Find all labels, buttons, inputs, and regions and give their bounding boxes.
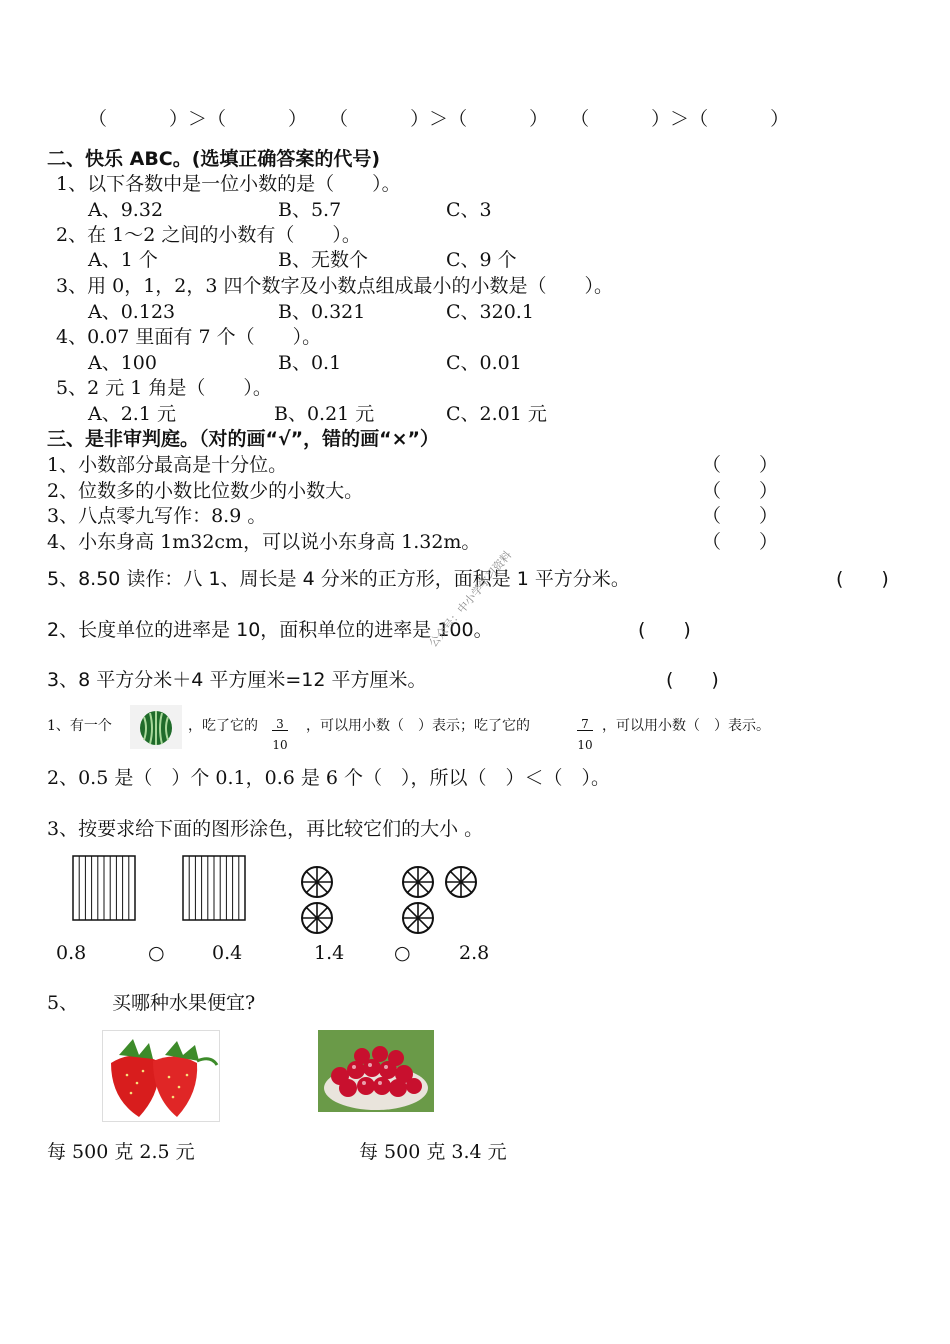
s3-item-2-paren: （ ）: [702, 480, 779, 502]
s2-question-2: 2、在 1～2 之间的小数有（ ）。: [56, 224, 361, 246]
s2-question-4: 4、0.07 里面有 7 个（ ）。: [56, 326, 322, 348]
fill-q5-text: 买哪种水果便宜?: [112, 992, 256, 1014]
compare-value-3: 1.4: [314, 942, 345, 964]
compare-circle-1: ○: [148, 942, 165, 964]
fill-q1-part-d: ，可以用小数（ ）表示。: [602, 718, 770, 734]
compare-value-1: 0.8: [56, 942, 87, 964]
s2-q3-option-b: B、0.321: [278, 301, 366, 323]
s3-item-4-paren: （ ）: [702, 531, 779, 553]
wheel-icon: [300, 901, 334, 935]
watermark: 公众号：中小学学习资料: [426, 548, 515, 650]
s2-q4-option-b: B、0.1: [278, 352, 342, 374]
fill-q3: 3、按要求给下面的图形涂色，再比较它们的大小 。: [47, 818, 484, 840]
fraction-3-10: $\frac{3}{10}$: [272, 717, 288, 752]
cherry-image: [318, 1030, 434, 1112]
s3-item-2: 2、位数多的小数比位数少的小数大。: [47, 480, 364, 502]
compare-circle-2: ○: [394, 942, 411, 964]
s2-q3-option-c: C、320.1: [446, 301, 534, 323]
section3-title: 三、是非审判庭。（对的画“√”，错的画“×”）: [47, 428, 440, 450]
section2-title: 二、快乐 ABC。(选填正确答案的代号): [47, 148, 381, 170]
s2-question-5: 5、2 元 1 角是（ ）。: [56, 377, 272, 399]
s3-item-1-paren: （ ）: [702, 454, 779, 476]
compare-value-2: 0.4: [212, 942, 243, 964]
wheel-icon: [444, 865, 478, 899]
compare-value-4: 2.8: [459, 942, 490, 964]
s3-extra-3: 3、8 平方分米＋4 平方厘米=12 平方厘米。: [47, 669, 427, 691]
s2-question-3: 3、用 0，1，2，3 四个数字及小数点组成最小的小数是（ ）。: [56, 275, 614, 297]
s2-q1-option-c: C、3: [446, 199, 492, 221]
s3-extra-2-paren: ( ): [638, 619, 691, 641]
fill-q1-part-c: ，可以用小数（ ）表示；吃了它的: [306, 718, 530, 734]
s2-q1-option-b: B、5.7: [278, 199, 342, 221]
fill-q5-number: 5、: [47, 992, 79, 1014]
s2-q4-option-a: A、100: [88, 352, 157, 374]
s2-q2-option-a: A、1 个: [88, 249, 158, 271]
s3-item-1: 1、小数部分最高是十分位。: [47, 454, 288, 476]
wheel-icon: [300, 865, 334, 899]
price-strawberry: 每 500 克 2.5 元: [47, 1141, 195, 1163]
s3-item-4: 4、小东身高 1m32cm，可以说小东身高 1.32m。: [47, 531, 481, 553]
s2-q5-option-a: A、2.1 元: [88, 403, 176, 425]
s3-item-3: 3、八点零九写作：8.9 。: [47, 505, 267, 527]
watermelon-image: [130, 705, 182, 749]
s2-q2-option-c: C、9 个: [446, 249, 517, 271]
s2-q5-option-b: B、0.21 元: [274, 403, 375, 425]
s2-q1-option-a: A、9.32: [88, 199, 164, 221]
s3-item-3-paren: （ ）: [702, 505, 779, 527]
fill-q1-part-b: ，吃了它的: [188, 718, 258, 734]
top-compare-line: （ ）＞（ ） （ ）＞（ ） （ ）＞（ ）: [88, 108, 790, 130]
fill-q2: 2、0.5 是（ ）个 0.1，0.6 是 6 个（ ），所以（ ）＜（ ）。: [47, 767, 611, 789]
s2-q4-option-c: C、0.01: [446, 352, 522, 374]
wheel-icon: [401, 901, 435, 935]
fill-q1-part-a: 1、有一个: [47, 718, 112, 734]
s2-q3-option-a: A、0.123: [88, 301, 176, 323]
s2-q2-option-b: B、无数个: [278, 249, 368, 271]
fraction-7-10: $\frac{7}{10}$: [577, 717, 593, 752]
s3-extra-1: 5、8.50 读作：八 1、周长是 4 分米的正方形，面积是 1 平方分米。: [47, 568, 630, 590]
s2-question-1: 1、以下各数中是一位小数的是（ ）。: [56, 173, 401, 195]
s3-extra-2: 2、长度单位的进率是 10，面积单位的进率是 100。: [47, 619, 493, 641]
s2-q5-option-c: C、2.01 元: [446, 403, 547, 425]
strawberry-image: [102, 1030, 220, 1122]
s3-extra-3-paren: ( ): [666, 669, 719, 691]
price-cherry: 每 500 克 3.4 元: [359, 1141, 507, 1163]
wheel-icon: [401, 865, 435, 899]
striped-rectangle-1: [72, 855, 136, 921]
s3-extra-1-paren: ( ): [836, 568, 889, 590]
striped-rectangle-2: [182, 855, 246, 921]
